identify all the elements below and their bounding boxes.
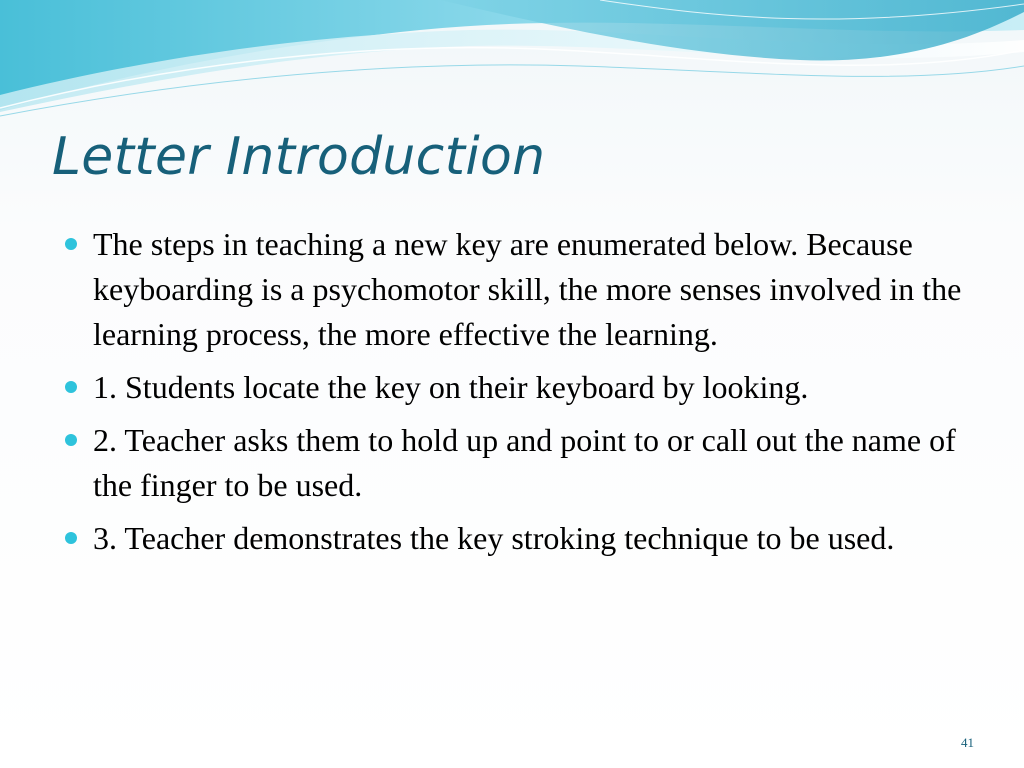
bullet-circle-icon: [65, 238, 77, 250]
bullet-text: The steps in teaching a new key are enumerated below. Because keyboarding is a psychomotor skill, the more senses involved in the learning process, the more effective the learning.: [93, 226, 962, 352]
bullet-text: 1. Students locate the key on their keyboard by looking.: [93, 369, 809, 405]
bullet-list: [62, 222, 982, 569]
bullet-circle-icon: [65, 532, 77, 544]
bullet-item-step-2: [62, 418, 982, 508]
slide-page-number: 41: [961, 735, 974, 750]
bullet-circle-icon: [65, 434, 77, 446]
header-wave-decoration: [0, 0, 1024, 130]
bullet-item-intro: [62, 222, 982, 357]
bullet-text: 3. Teacher demonstrates the key stroking technique to be used.: [93, 520, 895, 556]
bullet-item-step-3: [62, 516, 982, 561]
bullet-text: 2. Teacher asks them to hold up and point to or call out the name of the finger to be used.: [93, 422, 956, 503]
slide-title: Letter Introduction: [52, 127, 546, 187]
bullet-item-step-1: [62, 365, 982, 410]
bullet-circle-icon: [65, 381, 77, 393]
